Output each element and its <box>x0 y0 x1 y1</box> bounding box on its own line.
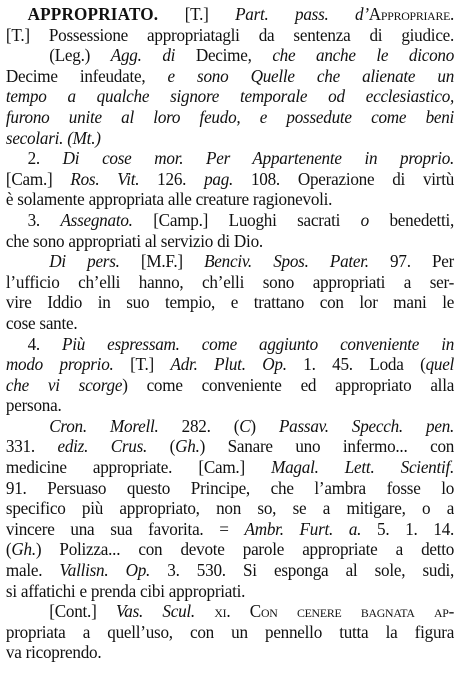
entry-line-29 <box>6 581 454 602</box>
entry-line-13 <box>6 251 454 272</box>
text-segment: ) Sanare uno infermo... con <box>199 436 455 457</box>
entry-line-20 <box>6 395 454 416</box>
text-segment: l’ufficio ch’elli hanno, ch’elli sono appropriati a ser- <box>5 271 455 292</box>
text-segment: che vi scorge <box>5 374 123 395</box>
text-segment: Ambr. Furt. a. <box>244 518 378 539</box>
text-segment: Appropriare. <box>368 4 455 24</box>
text-segment: benedetti, <box>389 209 455 230</box>
entry-line-26 <box>6 519 454 540</box>
text-segment: d’ <box>355 4 369 24</box>
text-segment: che sono appropriati al servizio di Dio. <box>5 230 263 251</box>
text-segment: Assegnato. <box>60 209 154 230</box>
entry-line-9 <box>6 169 454 190</box>
text-segment: Agg. di <box>110 45 196 66</box>
entry-line-31 <box>6 622 454 643</box>
text-segment: 2. <box>27 148 63 169</box>
text-segment: che anche le dicono <box>272 45 455 66</box>
text-segment: quel <box>425 354 455 375</box>
text-segment: vincere una sua favorita. = <box>5 518 245 539</box>
text-segment: Ros. Vit. <box>70 168 158 189</box>
text-segment: va ricoprendo. <box>5 642 102 663</box>
text-segment: cose sante. <box>5 312 78 333</box>
text-segment: 331. <box>5 436 58 457</box>
entry-line-27 <box>6 539 454 560</box>
entry-line-19 <box>6 375 454 396</box>
entry-line-22 <box>6 436 454 457</box>
text-segment: ( <box>5 539 12 560</box>
text-segment: [M.F.] <box>140 251 205 272</box>
text-segment: xi. Con cenere bagnata ap- <box>214 601 455 622</box>
text-segment: ) <box>250 415 279 436</box>
text-segment: propriata a quell’uso, con un pennello tutta la figura <box>5 621 455 642</box>
entry-line-1 <box>6 4 454 25</box>
entry-line-24 <box>6 478 454 499</box>
text-segment: specifico più appropriato, non so, se a mitigare, o a <box>5 498 455 519</box>
entry-line-10 <box>6 189 454 210</box>
text-segment: Magal. Lett. Scientif. <box>271 457 455 478</box>
text-segment: 3. 530. Si esponga al sole, sudi, <box>167 560 455 581</box>
entry-line-25 <box>6 498 454 519</box>
text-segment: 3. <box>27 209 61 230</box>
entry-line-15 <box>6 292 454 313</box>
text-segment: e sono Quelle che alienate un <box>167 65 455 86</box>
text-segment: Benciv. Spos. Pater. <box>204 251 391 272</box>
entry-line-28 <box>6 560 454 581</box>
text-segment: Di pers. <box>49 251 141 272</box>
text-segment: 282. ( <box>181 415 240 436</box>
text-segment: Gh. <box>175 436 200 457</box>
text-segment: Decime, <box>195 45 273 66</box>
text-segment: 91. Persuaso questo Principe, che l’ambra fosse lo <box>5 477 455 498</box>
text-segment: (Leg.) <box>49 45 111 66</box>
entry-line-17 <box>6 334 454 355</box>
entry-line-2 <box>6 25 454 46</box>
text-segment: [Cam.] <box>5 168 71 189</box>
text-segment: C <box>239 415 251 436</box>
text-segment: Più espressam. come aggiunto conveniente in <box>62 333 455 354</box>
entry-line-7 <box>6 128 454 149</box>
text-segment: Adr. Plut. Op. <box>170 354 304 375</box>
text-segment: ) Polizza... con devote parole appropriate a detto <box>35 539 455 560</box>
entry-line-14 <box>6 272 454 293</box>
text-segment: 1. 45. Loda ( <box>303 354 426 375</box>
text-segment: 108. Operazione di virtù <box>250 168 455 189</box>
entry-line-11 <box>6 210 454 231</box>
text-segment: [Cont.] <box>49 601 116 622</box>
text-segment: 97. Per <box>390 251 455 272</box>
entry-line-21 <box>6 416 454 437</box>
text-segment: Part. pass. <box>235 4 356 24</box>
text-segment: modo proprio. <box>5 354 131 375</box>
text-segment: tempo a qualche signore temporale od ecclesiastico, <box>5 86 455 107</box>
entry-line-3 <box>6 45 454 66</box>
text-segment: secolari. (Mt.) <box>5 127 101 148</box>
text-segment: medicine appropriate. [Cam.] <box>5 457 272 478</box>
text-segment: ) come conveniente ed appropriato alla <box>122 374 455 395</box>
text-segment: Vas. Scul. <box>115 601 215 622</box>
text-segment: 126. <box>157 168 205 189</box>
text-segment: Passav. Specch. pen. <box>278 415 455 436</box>
entry-line-8 <box>6 148 454 169</box>
entry-line-4 <box>6 66 454 87</box>
text-segment: Di cose mor. Per Appartenente in proprio. <box>62 148 455 169</box>
entry-line-5 <box>6 86 454 107</box>
entry-line-32 <box>6 642 454 663</box>
text-segment: Vallisn. Op. <box>59 560 168 581</box>
text-segment: 4. <box>27 333 63 354</box>
text-segment: [T.] <box>184 4 236 24</box>
text-segment: Gh. <box>11 539 36 560</box>
text-segment: [T.] <box>130 354 171 375</box>
text-segment: pag. <box>204 168 251 189</box>
entry-line-12 <box>6 231 454 252</box>
entry-line-30 <box>6 601 454 622</box>
text-segment: male. <box>5 560 60 581</box>
entry-line-23 <box>6 457 454 478</box>
text-segment: 5. 1. 14. <box>377 518 455 539</box>
entry-line-18 <box>6 354 454 375</box>
text-segment: ediz. Crus. <box>57 436 170 457</box>
text-segment: Decime infeudate, <box>5 65 168 86</box>
text-segment: [T.] Possessione appropriatagli da sentenza di giudice. <box>5 24 455 45</box>
text-segment: furono unite al loro feudo, e possedute come beni <box>5 106 455 127</box>
text-segment: vire Iddio in suo tempio, e trattano con lor mani le <box>5 292 455 313</box>
text-segment: o <box>360 209 390 230</box>
text-segment: è solamente appropriata alle creature ragionevoli. <box>5 189 333 210</box>
entry-line-6 <box>6 107 454 128</box>
text-segment: si affatichi e prenda cibi appropriati. <box>5 580 246 601</box>
entry-headword: APPROPRIATO. <box>27 4 159 24</box>
text-segment: persona. <box>5 395 62 416</box>
entry-line-16 <box>6 313 454 334</box>
text-segment: ( <box>169 436 176 457</box>
text-segment: Cron. Morell. <box>49 415 182 436</box>
text-segment: [Camp.] Luoghi sacrati <box>153 209 361 230</box>
